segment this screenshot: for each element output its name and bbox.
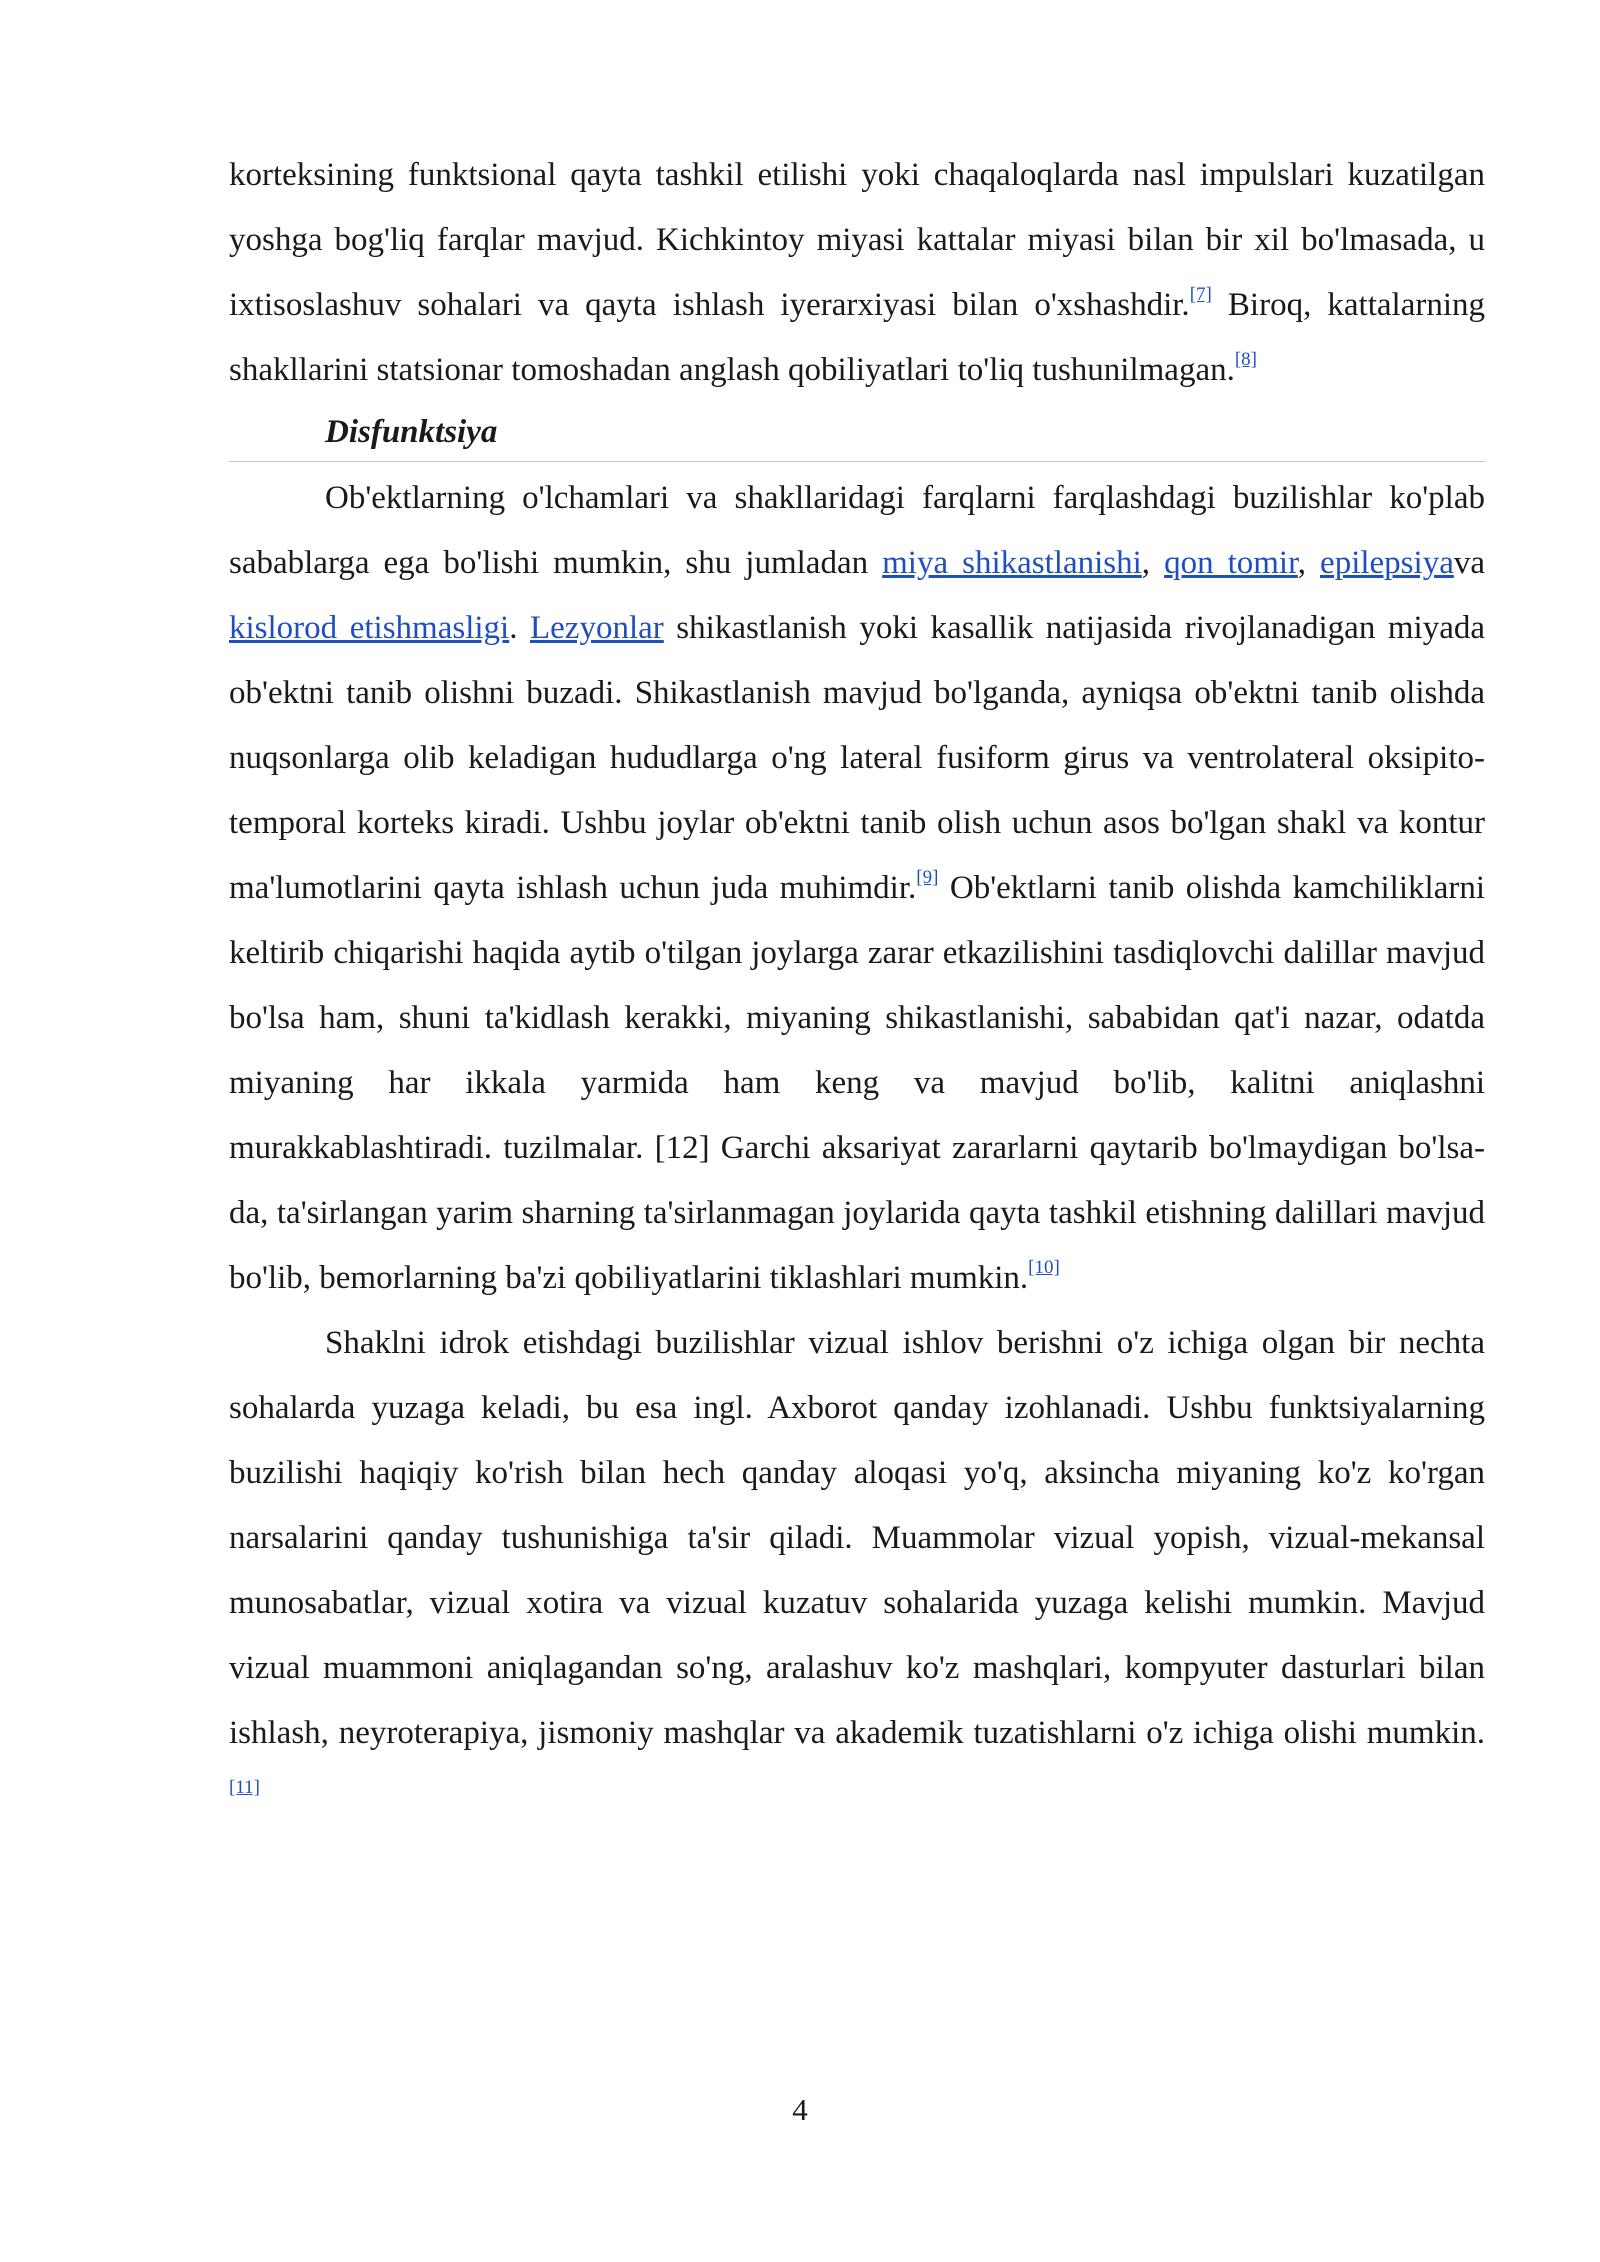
link-qon-tomir[interactable]: qon tomir xyxy=(1164,545,1298,581)
paragraph-3 xyxy=(229,1311,1485,1831)
paragraph-text: , xyxy=(1297,545,1321,581)
paragraph-text: va xyxy=(1453,545,1485,581)
paragraph-text: . xyxy=(509,610,530,646)
citation-9[interactable] xyxy=(916,867,938,888)
citation-link[interactable]: [9] xyxy=(916,867,939,888)
page-number: 4 xyxy=(792,2092,808,2127)
paragraph-text: , xyxy=(1141,545,1165,581)
section-heading: Disfunktsiya xyxy=(229,403,1485,462)
link-epilepsiya[interactable]: epilepsiya xyxy=(1320,545,1454,581)
citation-link[interactable]: [11] xyxy=(229,1777,260,1798)
citation-link[interactable]: [10] xyxy=(1028,1257,1060,1278)
paragraph-1 xyxy=(229,143,1485,403)
paragraph-text: korteksining funktsional qayta tashkil etilishi yoki chaqaloqlarda nasl impulslari kuzatilgan yoshga bog'liq farqlar mavjud. Kichkintoy miyasi kattalar miyasi bilan bir xil bo'lmasada, u ixtisoslashuv sohalari va qayta ishlash iyerarxiyasi bilan o'xshashdir. xyxy=(229,157,1485,323)
page-content xyxy=(229,143,1485,1831)
citation-link[interactable]: [7] xyxy=(1189,284,1212,305)
paragraph-text: Shaklni idrok etishdagi buzilishlar vizual ishlov berishni o'z ichiga olgan bir nechta sohalarda yuzaga keladi, bu esa ingl. Axborot qanday izohlanadi. Ushbu funktsiyalarning buzilishi haqiqiy ko'rish bilan hech qanday aloqasi yo'q, aksincha miyaning ko'z ko'rgan narsalarini qanday tushunishiga ta'sir qiladi. Muammolar vizual yopish, vizual-mekansal munosabatlar, vizual xotira va vizual kuzatuv sohalarida yuzaga kelishi mumkin. Mavjud vizual muammoni aniqlagandan so'ng, aralashuv ko'z mashqlari, kompyuter dasturlari bilan ishlash, neyroterapiya, jismoniy mashqlar va akademik tuzatishlarni o'z ichiga olishi mumkin. xyxy=(229,1325,1485,1751)
citation-link[interactable]: [8] xyxy=(1234,349,1258,370)
link-kislorod-etishmasligi[interactable]: kislorod etishmasligi xyxy=(229,610,510,646)
citation-11[interactable] xyxy=(229,1777,260,1798)
paragraph-2 xyxy=(229,466,1485,1311)
citation-7[interactable] xyxy=(1190,284,1212,305)
paragraph-text: Ob'ektlarni tanib olishda kamchiliklarni keltirib chiqarishi haqida aytib o'tilgan joylarga zarar etkazilishini tasdiqlovchi dalillar mavjud bo'lsa ham, shuni ta'kidlash kerakki, miyaning shikastlanishi, sababidan qat'i nazar, odatda miyaning har ikkala yarmida ham keng va mavjud bo'lib, kalitni aniqlashni murakkablashtiradi. tuzilmalar. [12] Garchi aksariyat zararlarni qaytarib bo'lmaydigan bo'lsa-da, ta'sirlangan yarim sharning ta'sirlanmagan joylarida qayta tashkil etishning dalillari mavjud bo'lib, bemorlarning ba'zi qobiliyatlarini tiklashlari mumkin. xyxy=(229,870,1485,1296)
citation-10[interactable] xyxy=(1028,1257,1060,1278)
citation-8[interactable] xyxy=(1235,349,1257,370)
link-lezyonlar[interactable]: Lezyonlar xyxy=(530,610,664,646)
paragraph-text: shikastlanish yoki kasallik natijasida rivojlanadigan miyada ob'ektni tanib olishni buzadi. Shikastlanish mavjud bo'lganda, ayniqsa ob'ektni tanib olishda nuqsonlarga olib keladigan hududlarga o'ng lateral fusiform girus va ventrolateral oksipito-temporal korteks kiradi. Ushbu joylar ob'ektni tanib olish uchun asos bo'lgan shakl va kontur ma'lumotlarini qayta ishlash uchun juda muhimdir. xyxy=(229,610,1485,906)
link-miya-shikastlanishi[interactable]: miya shikastlanishi xyxy=(882,545,1142,581)
paragraph-text: Biroq, kattalarning shakllarini statsionar tomoshadan anglash qobiliyatlari to'liq tushunilmagan. xyxy=(229,287,1486,388)
paragraph-text: Ob'ektlarning o'lchamlari va shakllaridagi farqlarni farqlashdagi buzilishlar ko'plab sabablarga ega bo'lishi mumkin, shu jumladan xyxy=(229,480,1485,581)
